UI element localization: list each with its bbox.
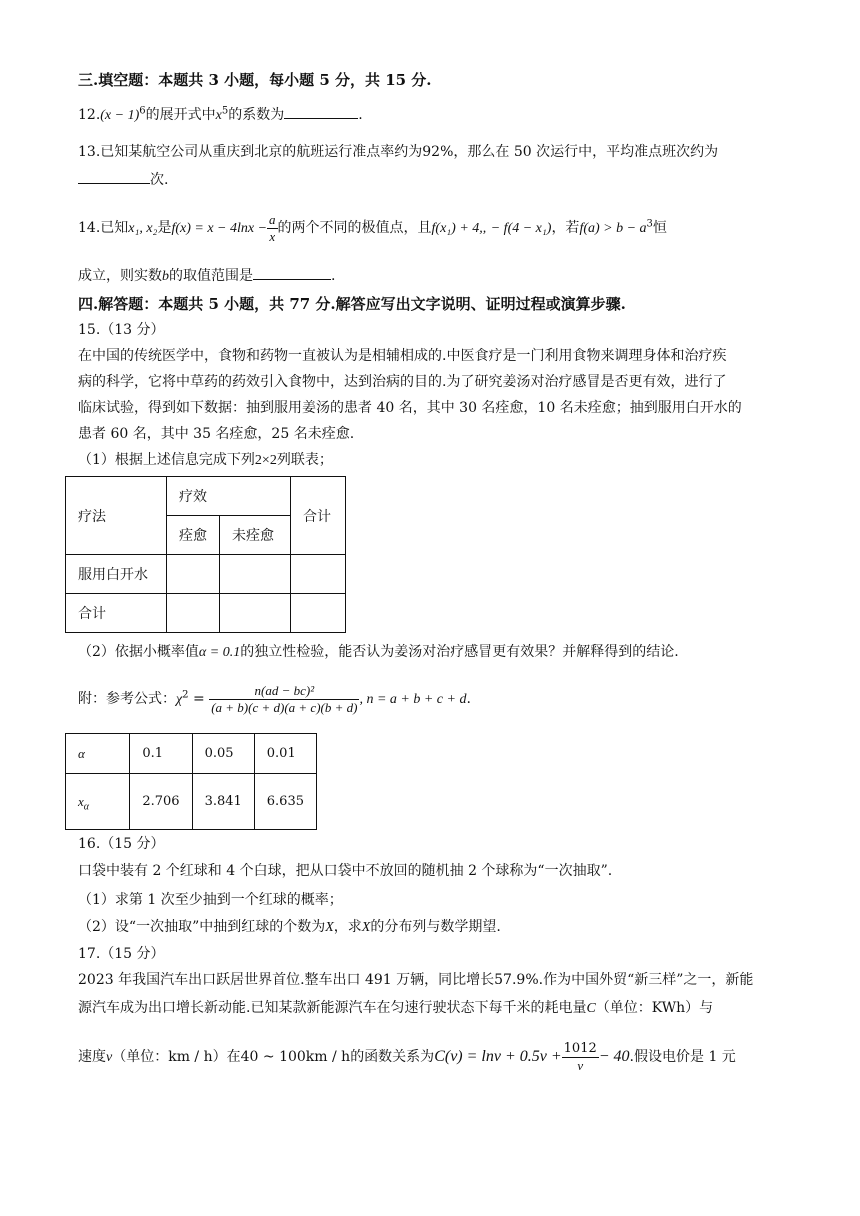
question-12	[78, 104, 363, 126]
q14-line2-var: b	[162, 269, 169, 284]
q14-function: f(x) = x − 4lnx −	[171, 221, 268, 236]
answer-blank	[78, 169, 150, 184]
q17-fraction	[562, 1041, 599, 1074]
crit-x-label	[66, 774, 130, 830]
table-header-total: 合计	[291, 477, 346, 555]
table-header-method: 疗法	[66, 477, 167, 555]
q17-var-v: v	[106, 1050, 113, 1065]
question-14-line2	[78, 265, 335, 287]
formula-chi-exp: 2	[182, 689, 189, 701]
q12-number: 12.	[78, 107, 101, 123]
q14-vars: x₁, x₂	[128, 221, 158, 236]
q17-line2	[78, 998, 713, 1019]
q17-frac-den: v	[577, 1057, 584, 1073]
table-cell-empty	[291, 555, 346, 594]
table-cell-empty	[167, 594, 220, 633]
formula-denominator: (a + b)(c + d)(a + c)(b + d)	[211, 699, 358, 715]
q14-line2-a: 成立，则实数	[78, 268, 162, 284]
answer-blank	[253, 265, 331, 280]
formula-fraction	[209, 683, 359, 716]
contingency-table	[65, 476, 346, 633]
q17-frac-num: 1012	[563, 1040, 597, 1056]
formula-end: .	[466, 691, 471, 707]
q12-var-exp: 5	[221, 105, 229, 117]
q15-part2-b: 的独立性检验，能否认为姜汤对治疗感冒更有效果？并解释得到的结论.	[240, 644, 679, 660]
q14-cond1: f(x₁) + 4,,	[431, 221, 487, 236]
q17-line1: 2023 年我国汽车出口跃居世界首位.整车出口 491 万辆，同比增长57.9%.作为中国外贸“新三样”之一，新能	[78, 972, 754, 988]
q15-part2	[78, 642, 679, 663]
q17-range: 40 ~ 100km / h	[240, 1049, 351, 1065]
q15-para-line: 临床试验，得到如下数据：抽到服用姜汤的患者 40 名，其中 30 名痊愈，10 名未痊愈；抽到服用白开水的	[78, 400, 742, 416]
q17-function-rhs: − 40	[598, 1048, 630, 1065]
table-header-uncured: 未痊愈	[220, 516, 291, 555]
q12-exp: 6	[139, 105, 146, 117]
q14-text2: 的两个不同的极值点，且	[277, 220, 432, 236]
table-cell-empty	[220, 594, 291, 633]
crit-x-value: 6.635	[254, 774, 316, 830]
q14-text3: ，若	[551, 220, 580, 236]
q14-text4: 恒	[652, 220, 667, 236]
q15-para-line: 患者 60 名，其中 35 名痊愈，25 名未痊愈.	[78, 426, 355, 442]
q17-unit-kwh: KWh	[651, 1000, 686, 1016]
section3-heading: 三.填空题：本题共 3 小题，每小题 5 分，共 15 分.	[78, 71, 432, 89]
critical-value-table	[65, 733, 317, 830]
q17-line2-b: （单位：	[595, 1000, 652, 1016]
question-15-header: 15.（13 分）	[78, 322, 165, 338]
q17-line3-c: ）在	[212, 1049, 241, 1065]
q14-frac-num: a	[269, 211, 276, 227]
q16-line2: （1）求第 1 次至少抽到一个红球的概率；	[78, 892, 343, 908]
q14-fraction	[267, 212, 278, 245]
q15-part1	[78, 450, 333, 471]
q17-line2-a: 源汽车成为出口增长新动能.已知某款新能源汽车在匀速行驶状态下每千米的耗电量	[78, 1000, 587, 1016]
q12-text-a: 的展开式中	[145, 107, 216, 123]
q15-part2-math: α = 0.1	[198, 645, 241, 660]
q17-unit-kmh: km / h	[168, 1049, 213, 1065]
q15-formula: 附：参考公式：$\chi^2$ = $\frac{\text{n(ad − bc)²}}{(a + b)(c + d)(a + c)(b + d)}$ , n = a + b + c + d.	[78, 682, 471, 715]
q16-line3-a: （2）设“一次抽取”中抽到红球的个数为	[78, 919, 326, 935]
q16-line1: 口袋中装有 2 个红球和 4 个白球，把从口袋中不放回的随机抽 2 个球称为“一次抽取”.	[78, 863, 613, 879]
q17-line3-d: 的函数关系为	[350, 1049, 435, 1065]
q17-line3-a: 速度	[78, 1049, 106, 1065]
crit-alpha-label: α	[66, 734, 130, 774]
q17-var-c: C	[586, 1001, 596, 1016]
q13-line2-end: 次.	[150, 172, 169, 188]
question-17-header: 17.（15 分）	[78, 946, 165, 962]
table-cell-empty	[167, 555, 220, 594]
q14-cond2: − f(4 − x₁)	[490, 221, 552, 236]
q15-part1-math: 2×2	[254, 453, 277, 468]
q15-part2-a: （2）依据小概率值	[78, 644, 199, 660]
q16-line3-c: 的分布列与数学期望.	[370, 919, 501, 935]
q15-part1-b: 列联表；	[276, 452, 333, 468]
q16-var-x2: X	[361, 920, 371, 935]
crit-x-value: 2.706	[130, 774, 192, 830]
question-14-line1	[78, 208, 667, 248]
crit-x: x	[78, 793, 84, 809]
q14-inequality: f(a) > b − a	[579, 221, 647, 236]
question-13-line1: 13.已知某航空公司从重庆到北京的航班运行准点率约为92%，那么在 50 次运行中，平均准点班次约为	[78, 144, 719, 160]
table-row-total: 合计	[66, 594, 167, 633]
q15-part1-a: （1）根据上述信息完成下列	[78, 452, 255, 468]
formula-label: 附：参考公式：	[78, 691, 176, 707]
q14-text1: 是	[157, 220, 172, 236]
q14-prefix: 14.已知	[78, 220, 129, 236]
question-13-line2	[78, 169, 168, 190]
q17-line3-b: （单位：	[112, 1049, 169, 1065]
table-header-cured: 痊愈	[167, 516, 220, 555]
q12-text-b: 的系数为	[228, 107, 285, 123]
q14-line2-end: .	[331, 268, 336, 284]
table-cell-empty	[291, 594, 346, 633]
q16-var-x: X	[325, 920, 334, 935]
crit-alpha-value: 0.1	[130, 734, 192, 774]
crit-alpha-value: 0.01	[254, 734, 316, 774]
crit-x-value: 3.841	[192, 774, 254, 830]
q16-line3	[78, 917, 501, 938]
section4-heading: 四.解答题：本题共 5 小题，共 77 分.解答应写出文字说明、证明过程或演算步骤.	[78, 295, 626, 313]
question-16-header: 16.（15 分）	[78, 836, 165, 852]
table-row-water: 服用白开水	[66, 555, 167, 594]
q12-var: x	[215, 108, 222, 123]
q15-para-line: 病的科学，它将中草药的药效引入食物中，达到治病的目的.为了研究姜汤对治疗感冒是否更有效，进行了	[78, 374, 727, 390]
table-cell-empty	[220, 555, 291, 594]
q17-line2-c: ）与	[685, 1000, 714, 1016]
table-header-effect: 疗效	[167, 477, 291, 516]
q14-ineq-exp: 3	[646, 218, 653, 230]
formula-numerator: n(ad − bc)²	[209, 683, 359, 700]
formula-chi: χ	[176, 692, 183, 707]
crit-x-sub: α	[83, 801, 90, 813]
q16-line3-b: ，求	[333, 919, 362, 935]
q14-line2-b: 的取值范围是	[169, 268, 253, 284]
q17-line3-e: .假设电价是 1 元	[629, 1049, 736, 1065]
q17-function: C(v) = lnv + 0.5v +	[434, 1048, 562, 1065]
crit-alpha-value: 0.05	[192, 734, 254, 774]
q12-expr: (x − 1)	[100, 108, 140, 123]
formula-n: , n = a + b + c + d	[359, 692, 467, 707]
q17-line3	[78, 1032, 736, 1082]
answer-blank	[284, 104, 358, 119]
q14-frac-den: x	[269, 228, 276, 244]
q15-para-line: 在中国的传统医学中，食物和药物一直被认为是相辅相成的.中医食疗是一门利用食物来调理身体和治疗疾	[78, 348, 727, 364]
q12-end: .	[358, 107, 363, 123]
